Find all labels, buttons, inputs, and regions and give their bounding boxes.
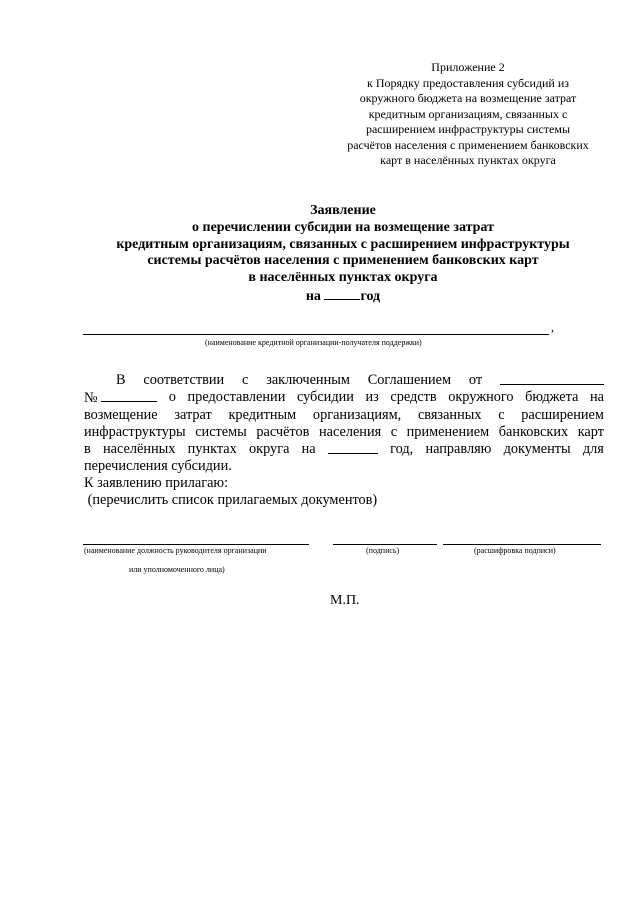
stamp-place: М.П. [330,593,360,608]
body-word: для [582,441,604,457]
position-field[interactable] [83,543,309,545]
agreement-date-blank[interactable] [500,372,604,385]
appendix-line: Приложение 2 [431,60,505,74]
title-heading: Заявление [310,203,376,218]
body-row-7: К заявлению прилагаю: [84,475,229,491]
recipient-caption: (наименование кредитной организации-получателя поддержки) [205,338,422,347]
appendix-line: расчётов населения с применением банковских [347,137,589,152]
document-title [60,203,626,306]
appendix-line: расширением инфраструктуры системы [365,122,571,136]
body-word: из [365,389,379,405]
body-word: возмещение [84,407,158,423]
body-word: применением [406,424,490,440]
body-word: карт [577,424,604,440]
body-word: средств [390,389,437,405]
body-word: округа [249,441,290,457]
body-word: бюджета [525,389,579,405]
body-word: В [116,372,126,388]
body-word: связанных [417,407,482,423]
body-word: организациям, [312,407,402,423]
number-sign: № [84,389,157,407]
body-word: с [498,407,505,423]
year-suffix: год [360,288,381,304]
body-row-4 [84,424,604,441]
body-word: затрат [174,407,212,423]
position-caption-continued: или уполномоченного лица) [129,565,225,574]
title-line: в населённых пунктах округа [248,270,438,286]
title-line: системы расчётов населения с применением банковских карт [147,253,539,269]
year-blank[interactable] [324,287,360,300]
body-word: банковских [498,424,569,440]
agreement-number-blank[interactable] [101,389,157,402]
body-word: кредитным [228,407,297,423]
subsidy-year-blank[interactable] [328,441,378,454]
attached-documents-list: (перечислить список прилагаемых документов) [84,492,378,508]
body-word: предоставлении [187,389,286,405]
body-row-6: перечисления субсидии. [84,458,232,474]
body-word: на [301,441,316,457]
title-line: о перечислении субсидии на возмещение затрат [192,219,494,235]
body-row-2 [84,389,604,407]
body-word: направляю [425,441,492,457]
body-word: населённых [103,441,176,457]
body-word: субсидии [296,389,354,405]
signature-field[interactable] [333,543,437,545]
body-word: окружного [448,389,514,405]
body-word: с [390,424,398,440]
title-line: кредитным организациям, связанных с расширением инфраструктуры [116,236,570,252]
year-prefix: на [305,288,321,304]
appendix-line: окружного бюджета на возмещение затрат [359,91,577,105]
body-word: соответствии [143,372,225,388]
appendix-header [330,60,606,169]
signature-caption: (подпись) [366,546,400,555]
body-word: документы [503,441,571,457]
position-caption: (наименование должность руководителя организации [84,546,267,555]
body-word: год, [390,441,414,457]
recipient-name-field[interactable] [83,322,549,335]
recipient-comma: , [551,320,554,334]
signature-decryption-field[interactable] [443,543,601,545]
body-word: Соглашением [367,372,452,388]
body-row-1 [84,372,604,389]
body-word: от [468,372,483,388]
body-word: инфраструктуры [84,424,186,440]
body-word: о [168,389,176,405]
body-row-3 [84,407,604,424]
body-word: пунктах [187,441,237,457]
body-word: населения [318,424,382,440]
body-word: расчётов [256,424,310,440]
body-word: в [84,441,91,457]
appendix-line: карт в населённых пунктах округа [380,153,556,167]
statement-body [84,372,604,509]
body-word: на [589,389,604,405]
appendix-line: кредитным организациям, связанных с [368,106,568,121]
appendix-line: к Порядку предоставления субсидий из [367,75,569,90]
body-row-5 [84,441,604,458]
body-word: расширением [521,407,604,423]
body-word: системы [195,424,247,440]
body-word: заключенным [266,372,350,388]
decryption-caption: (расшифровка подписи) [474,546,556,555]
title-year-line [60,287,626,306]
body-word: с [242,372,249,388]
